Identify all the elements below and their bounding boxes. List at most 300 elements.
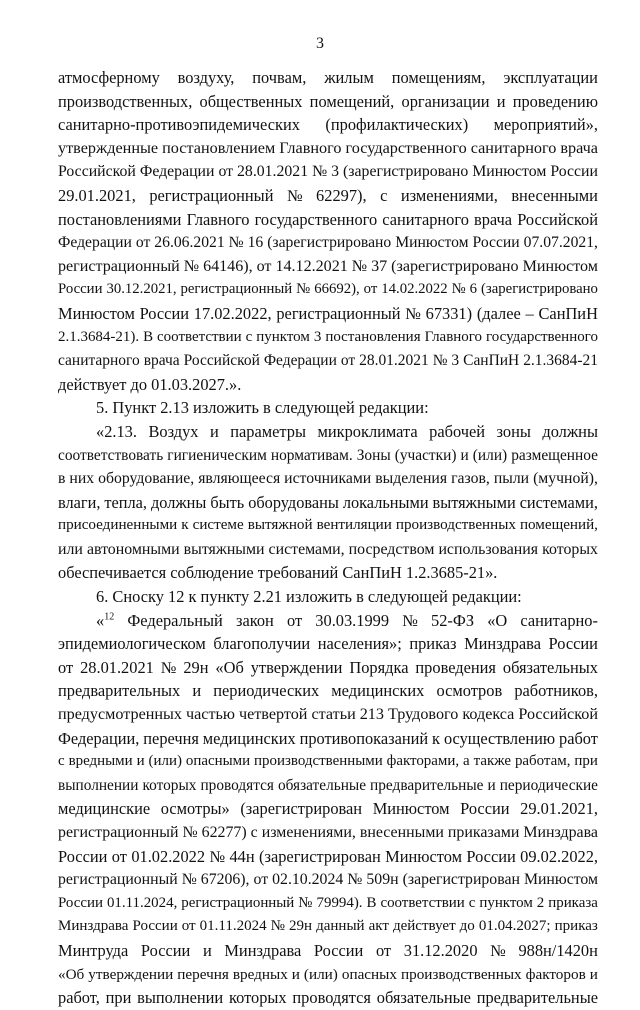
text-word: государственного [486,328,598,345]
text-word: России [140,940,191,960]
text-word: России [58,894,103,911]
text-word: эксплуатации [503,68,598,87]
text-word: регистрационный [181,894,295,911]
text-word: № [286,185,303,205]
text-word: России [132,918,178,935]
text-word: регистрационный [149,185,274,205]
text-word: и [496,91,506,111]
text-word: предварительные [370,776,484,794]
text-word: утверждении [250,657,343,677]
text-word: обязательные [376,988,471,1008]
text-word: «Об [215,657,244,677]
text-word: СанПиН [463,352,520,370]
text-word: Федерации [263,352,337,370]
text-line [58,703,598,727]
text-word: 14.12.2021 [275,257,348,275]
text-line [58,184,598,208]
text-line [58,255,598,279]
text-line [58,939,598,963]
text-word: автономными [86,540,180,558]
text-word: № [160,657,177,677]
text-word: производственных, [58,91,193,111]
text-line [58,750,598,774]
text-word: предусмотренных [58,706,182,724]
text-word: опасных [341,965,397,983]
text-word: санитарно- [520,610,598,630]
text-line [58,774,598,798]
text-word: нормативам. [270,446,353,464]
text-line [58,444,598,468]
text-word: параметры [230,421,307,441]
text-word: и [192,681,202,701]
text-word: «2.13. [96,421,137,441]
text-word: и [589,965,598,983]
text-word: внесенными [359,824,444,841]
text-word: которых [142,776,197,794]
text-word: 07.07.2021, [523,234,598,252]
text-word: 3 [331,163,340,181]
text-word: от [286,610,303,630]
text-word: обязательных [502,657,598,677]
text-word: к [432,728,440,748]
text-word: России [472,234,520,252]
text-word: с [468,894,476,911]
text-word: 44н [229,846,255,866]
text-word: от [135,234,151,252]
text-word: Минюстом [523,871,598,889]
text-word: Порядка [349,657,409,677]
text-word: с [58,753,65,770]
text-word [96,609,114,633]
text-word: – [525,303,534,323]
text-word: благополучии [213,634,311,654]
text-word: Российской [518,706,598,724]
text-word: системами, [519,492,598,512]
text-word: от [375,940,392,960]
text-word: регистрационный [58,257,180,275]
text-word: постановлением [162,138,276,157]
text-word: № [296,281,311,298]
text-word: а [463,753,470,770]
text-word: регистрационный [58,824,179,841]
footnote-marker: 12 [104,611,115,623]
text-word: к [181,517,189,534]
text-word: проведению [512,91,598,111]
text-word: 01.11.2024, [106,894,178,911]
text-word: (зарегистрировано [481,281,598,298]
text-word: (зарегистрирован [259,846,381,866]
text-word: от [340,352,356,370]
text-word: медицинских [202,728,296,748]
text-word: почвам, [252,68,307,87]
text-word: факторами, [386,753,460,770]
text-word: системами, [268,540,345,558]
text-line [58,160,598,184]
text-word: локальными [342,492,429,512]
text-word: 29.01.2021, [520,799,598,819]
text-word: Минюстом [385,846,462,866]
text-word: с [250,824,258,841]
text-line [58,396,598,420]
text-word: врача [143,352,180,370]
text-word: Российской [517,209,598,229]
text-word: присоединенными [58,517,178,534]
text-word: Федерации [58,234,132,252]
text-word: акт [368,918,389,935]
text-word: Главного [279,138,342,157]
text-word: от [363,281,378,298]
text-word: (зарегистрировано [267,234,392,252]
text-word: (далее [476,303,521,323]
text-word: 79994). [316,894,363,911]
text-word: Федерации, [58,728,140,748]
text-word: вытяжными [183,540,265,558]
text-line [58,538,598,562]
text-word: Трудового [387,706,459,724]
text-word: утверждении [88,965,174,983]
text-word: № [270,918,285,935]
text-line [58,326,598,350]
text-word: Российской [58,163,136,181]
text-word: (зарегистрирован [240,799,363,819]
text-word: воздуху, [177,68,235,87]
text-line-content: 5. Пункт 2.13 изложить в следующей редакции: [96,398,429,418]
text-word: выделения [375,470,448,488]
text-word: и [202,940,212,960]
text-word: общественных [199,91,303,111]
text-word: работ [559,728,598,748]
text-word: соответствии [380,894,465,911]
text-line [58,845,598,869]
text-word: постановлениями [58,209,182,229]
text-word: государственного [254,209,378,229]
text-word: работ, [58,988,100,1008]
text-line-content: обеспечивается соблюдение требований СанПиН 1.2.3685-21». [58,563,498,583]
text-word: (профилактических) [325,115,469,135]
text-line [58,656,598,680]
text-line [58,373,598,397]
text-word: 30.03.1999 [315,610,390,630]
text-word: 988н/1420н [518,940,598,960]
text-word: противопоказаний [299,728,429,748]
text-word: Минздрава [224,940,302,960]
text-word: России [466,846,516,866]
text-word: тепла, [104,492,147,512]
text-word: регистрационный [276,303,401,323]
text-word: № [432,352,448,370]
text-line [58,609,598,633]
text-word: 28.01.2021 [359,352,429,370]
text-word: производственных [400,965,522,983]
text-word: эпидемиологическом [58,634,206,654]
text-word: санитарного [58,352,140,370]
text-word: 3 [451,352,460,370]
text-word: № [182,824,198,841]
text-word: вытяжными [432,492,516,512]
text-word: 67331) [425,303,473,323]
text-word: В [366,894,377,911]
text-word: Минздрава [464,634,541,654]
text-word: (участки) [394,446,457,464]
text-word: Минюстом [522,257,598,275]
text-word: частью [185,706,235,724]
text-word: (зарегистрировано [391,257,519,275]
text-word: 14.02.2022 [381,281,448,298]
text-word: врача [560,138,598,157]
text-word: до [459,918,475,935]
text-word: пунктом [256,328,310,345]
text-word: кодекса [462,706,515,724]
text-word: действует [392,918,456,935]
text-word: помещений, [519,517,598,534]
text-word: 6 [469,281,478,298]
text-word: (мучной), [533,470,598,488]
text-word: системе [192,517,244,534]
text-word: медицинских [331,681,425,701]
text-word: 2.1.3684-21). [58,328,140,345]
text-line [58,727,598,751]
text-word: использования [438,540,539,558]
text-word: врача [474,209,513,229]
text-word: Минюстом [58,303,135,323]
text-word: утвержденные [58,138,159,157]
text-word: соответствии [157,328,242,345]
text-word: регистрационный [180,281,293,298]
text-word: регистрационный [58,871,178,889]
text-line [58,420,598,444]
text-word: проведения [415,657,496,677]
text-word: 64146), [203,257,253,275]
text-word: Минтруда [58,940,129,960]
text-word: внесенными [511,185,598,205]
text-word: № [451,281,466,298]
text-word: соответствовать [58,446,164,464]
text-word: помещениям, [391,68,486,87]
text-word: 29н [289,918,313,935]
text-word: постановления [325,328,421,345]
text-word: России [460,799,510,819]
text-word: и [487,776,496,794]
text-word: № [228,234,244,252]
text-word: при [105,988,132,1008]
text-word: выполнении [137,988,224,1008]
text-word: (или) [472,446,508,464]
text-word: Российской [183,352,260,370]
text-word: СанПиН [538,303,598,323]
text-word: при [574,753,598,770]
text-word: России [58,281,103,298]
text-word: 16 [247,234,264,252]
text-line [58,90,598,114]
text-word: санитарного [382,209,469,229]
text-word: 02.10.2024 [272,871,344,889]
text-word: № [351,257,368,275]
text-word: № [298,894,313,911]
text-word: вредных [232,965,288,983]
text-line [58,302,598,326]
text-word: 28.01.2021 [80,657,154,677]
text-line [58,208,598,232]
text-word: работам, [514,753,571,770]
text-word: должны [150,492,207,512]
text-word: которых [542,540,598,558]
text-word: являющееся [198,470,281,488]
text-word: (или) [148,753,182,770]
text-line [58,915,598,939]
text-word: них [69,470,95,488]
text-word: (или) [303,965,338,983]
text-word: 17.02.2022, [193,303,272,323]
text-word: оборудование, [98,470,195,488]
text-word: осуществлению [443,728,556,748]
text-word: № [347,871,363,889]
text-word: Минюстом [472,163,547,181]
text-word: 509н [366,871,399,889]
text-word: от [58,657,74,677]
text-word: мероприятий», [493,115,598,135]
text-word: закон [235,610,274,630]
text-line [58,278,598,302]
text-word: России [58,846,108,866]
text-word: В [143,328,154,345]
text-word: 37 [371,257,388,275]
text-word: размещенное [511,446,598,464]
text-word: микроклимата [317,421,418,441]
text-word: России [139,303,189,323]
text-word: осмотры» [160,799,230,819]
text-line [58,231,598,255]
text-word: 3 [313,328,322,345]
text-line [58,467,598,491]
text-line [58,821,598,845]
text-word: которых [228,988,287,1008]
text-word: Федеральный [127,610,223,630]
text-line [58,679,598,703]
text-line [58,66,598,90]
text-word: Минюстом [372,799,450,819]
text-word: 09.02.2022, [520,846,598,866]
text-word: проводятся [200,776,274,794]
text-word: пыли [493,470,530,488]
text-word: обязательные [277,776,367,794]
text-word: населения»; [317,634,402,654]
text-word: Федерации [139,163,215,181]
text-word: 29н [183,657,209,677]
text-word: № [183,257,200,275]
text-word: опасными [185,753,251,770]
text-word: источниками [284,470,372,488]
text-line [58,561,598,585]
text-word: должны [542,421,598,441]
document-body [58,66,598,1010]
text-word: приказ [554,918,598,935]
text-word: посредством [348,540,435,558]
text-word: вентиляции [316,517,392,534]
text-word: 01.02.2022 [131,846,206,866]
text-line [58,349,598,373]
text-word: влаги, [58,492,101,512]
page-number: 3 [316,35,324,52]
text-word: четвертой [238,706,308,724]
text-word: № [490,940,506,960]
text-word: (зарегистрирован [402,871,520,889]
text-word: от [256,257,272,275]
text-word: рабочей [429,421,486,441]
text-word: санитарного [470,138,557,157]
text-word: 52-ФЗ [431,610,475,630]
text-word: Воздух [148,421,199,441]
text-word: также [473,753,511,770]
text-word: Зоны [356,446,391,464]
text-word: и [136,753,145,770]
text-word: Главного [424,328,483,345]
text-line [58,986,598,1010]
text-word: России [313,940,364,960]
text-word: вытяжной [247,517,313,534]
text-word: осмотров [436,681,503,701]
text-word: и [291,965,300,983]
text-word: «Об [58,965,85,983]
text-word: изменениями, [261,824,356,841]
text-line-content: действует до 01.03.2027.». [58,374,242,394]
text-word: атмосферному [58,68,160,87]
text-word: статьи [311,706,356,724]
text-word: 213 [359,706,384,724]
text-word: 28.01.2021 [237,163,309,181]
text-line-content: 6. Сноску 12 к пункту 2.21 изложить в следующей редакции: [96,587,522,607]
text-line [58,585,598,609]
text-word: санитарно-противоэпидемических [58,115,300,135]
text-word: 31.12.2020 [403,940,478,960]
text-word: выполнении [58,776,139,794]
text-line [58,797,598,821]
text-word: России [550,163,598,181]
text-word: № [405,303,421,323]
text-word: (зарегистрировано [343,163,469,181]
text-word: от [253,871,269,889]
text-word: № [209,846,226,866]
text-word: Главного [186,209,250,229]
text-word: с [245,328,253,345]
text-word: 01.04.2027; [478,918,551,935]
text-word: государственного [345,138,467,157]
text-line [58,868,598,892]
text-word: 30.12.2021, [106,281,177,298]
text-word: № [402,610,418,630]
text-line [58,963,598,987]
text-line [58,632,598,656]
text-word: изменениями, [400,185,498,205]
text-word: предварительные [476,988,598,1008]
text-word: с [380,185,388,205]
text-line [58,514,598,538]
text-word: помещений, [309,91,395,111]
text-word: 26.06.2021 [154,234,225,252]
text-word: или [58,540,83,558]
text-word: гигиеническим [167,446,267,464]
text-word: предварительных [58,681,181,701]
text-word: № [312,163,328,181]
text-word: «О [487,610,508,630]
text-word: перечня [143,728,199,748]
text-word: 29.01.2021, [58,185,136,205]
text-word: перечня [177,965,229,983]
text-word: 01.11.2024 [199,918,267,935]
text-word: медицинские [58,799,151,819]
text-word: приказ [409,634,457,654]
text-word: приказа [548,894,598,911]
text-word: и [210,421,219,441]
